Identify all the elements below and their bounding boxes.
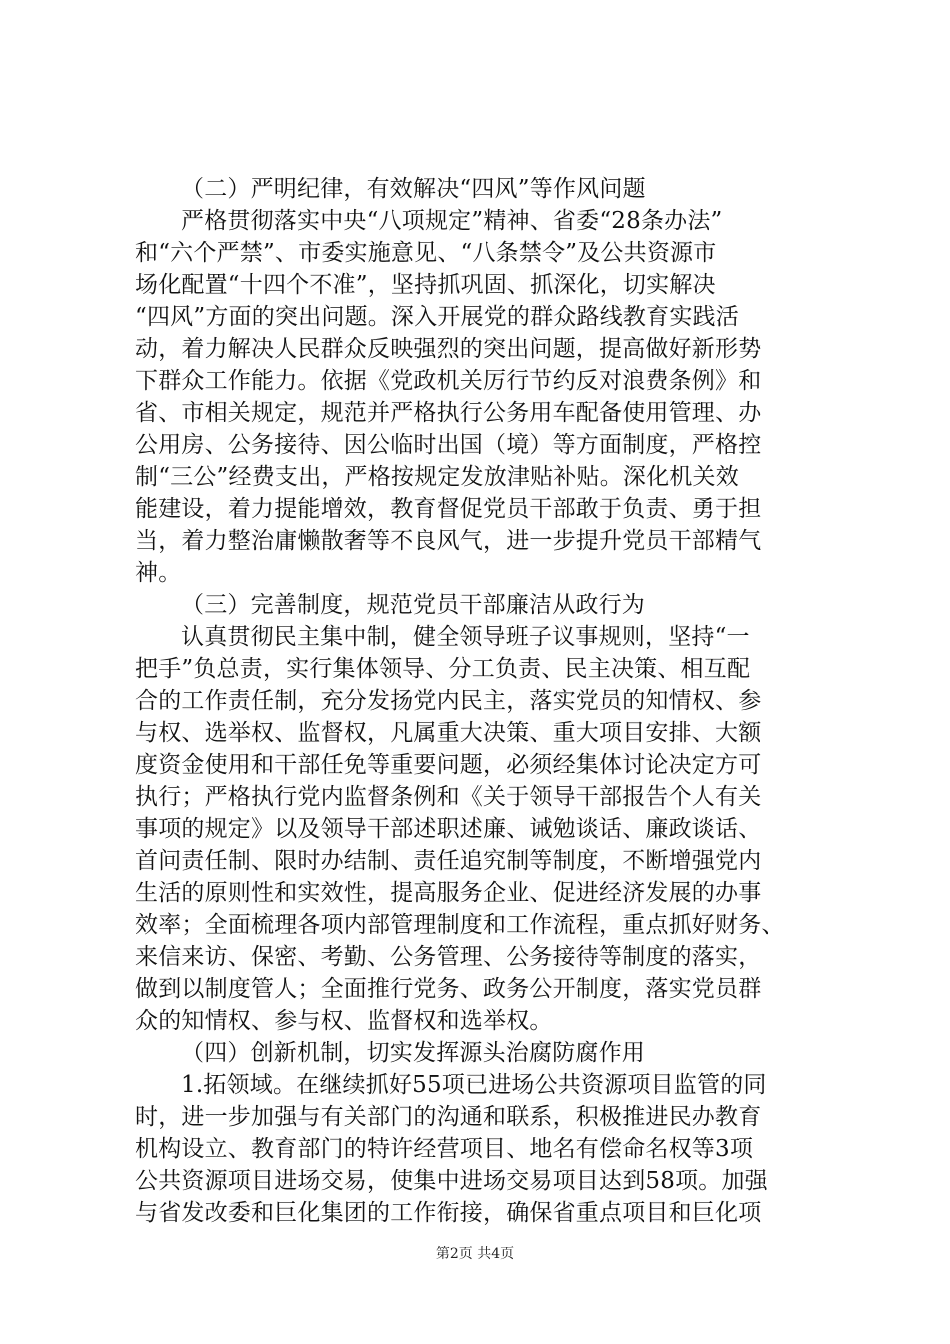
paragraph-line: 效率；全面梳理各项内部管理制度和工作流程，重点抓好财务、 xyxy=(135,912,785,938)
paragraph-line: 场化配置“十四个不准”，坚持抓巩固、抓深化，切实解决 xyxy=(135,272,716,298)
paragraph-line: 与省发改委和巨化集团的工作衔接，确保省重点项目和巨化项 xyxy=(135,1200,762,1226)
paragraph-line: 众的知情权、参与权、监督权和选举权。 xyxy=(135,1008,553,1034)
section-heading-2: （二）严明纪律，有效解决“四风”等作风问题 xyxy=(181,176,646,202)
paragraph-line: 认真贯彻民主集中制，健全领导班子议事规则，坚持“一 xyxy=(181,624,750,650)
paragraph-line: 执行；严格执行党内监督条例和《关于领导干部报告个人有关 xyxy=(135,784,762,810)
paragraph-line: 时，进一步加强与有关部门的沟通和联系，积极推进民办教育 xyxy=(135,1104,762,1130)
paragraph-line: 首问责任制、限时办结制、责任追究制等制度，不断增强党内 xyxy=(135,848,762,874)
paragraph-line: 做到以制度管人；全面推行党务、政务公开制度，落实党员群 xyxy=(135,976,762,1002)
paragraph-line: 把手”负总责，实行集体领导、分工负责、民主决策、相互配 xyxy=(135,656,751,682)
paragraph-line: 来信来访、保密、考勤、公务管理、公务接待等制度的落实， xyxy=(135,944,762,970)
paragraph-line: 神。 xyxy=(135,560,182,586)
paragraph-line: 和“六个严禁”、市委实施意见、“八条禁令”及公共资源市 xyxy=(135,240,717,266)
paragraph-line: 下群众工作能力。依据《党政机关厉行节约反对浪费条例》和 xyxy=(135,368,762,394)
section-heading-4: （四）创新机制，切实发挥源头治腐防腐作用 xyxy=(181,1040,645,1066)
paragraph-line: 省、市相关规定，规范并严格执行公务用车配备使用管理、办 xyxy=(135,400,762,426)
paragraph-line: 1.拓领域。在继续抓好55项已进场公共资源项目监管的同 xyxy=(181,1072,767,1098)
paragraph-line: 公共资源项目进场交易，使集中进场交易项目达到58项。加强 xyxy=(135,1168,768,1194)
paragraph-line: 机构设立、教育部门的特许经营项目、地名有偿命名权等3项 xyxy=(135,1136,754,1162)
paragraph-line: 能建设，着力提能增效，教育督促党员干部敢于负责、勇于担 xyxy=(135,496,762,522)
paragraph-line: 当，着力整治庸懒散奢等不良风气，进一步提升党员干部精气 xyxy=(135,528,762,554)
paragraph-line: 公用房、公务接待、因公临时出国（境）等方面制度，严格控 xyxy=(135,432,762,458)
paragraph-line: 动，着力解决人民群众反映强烈的突出问题，提高做好新形势 xyxy=(135,336,762,362)
paragraph-line: 事项的规定》以及领导干部述职述廉、诫勉谈话、廉政谈话、 xyxy=(135,816,762,842)
page-footer: 第2页 共4页 xyxy=(435,1246,515,1262)
paragraph-line: 度资金使用和干部任免等重要问题，必须经集体讨论决定方可 xyxy=(135,752,762,778)
paragraph-line: 合的工作责任制，充分发扬党内民主，落实党员的知情权、参 xyxy=(135,688,762,714)
paragraph-line: 与权、选举权、监督权，凡属重大决策、重大项目安排、大额 xyxy=(135,720,762,746)
paragraph-line: 制“三公”经费支出，严格按规定发放津贴补贴。深化机关效 xyxy=(135,464,739,490)
document-body xyxy=(135,173,825,1229)
paragraph-line: 生活的原则性和实效性，提高服务企业、促进经济发展的办事 xyxy=(135,880,762,906)
paragraph-line: “四风”方面的突出问题。深入开展党的群众路线教育实践活 xyxy=(135,304,739,330)
paragraph-line: 严格贯彻落实中央“八项规定”精神、省委“28条办法” xyxy=(181,208,723,234)
section-heading-3: （三）完善制度，规范党员干部廉洁从政行为 xyxy=(181,592,645,618)
